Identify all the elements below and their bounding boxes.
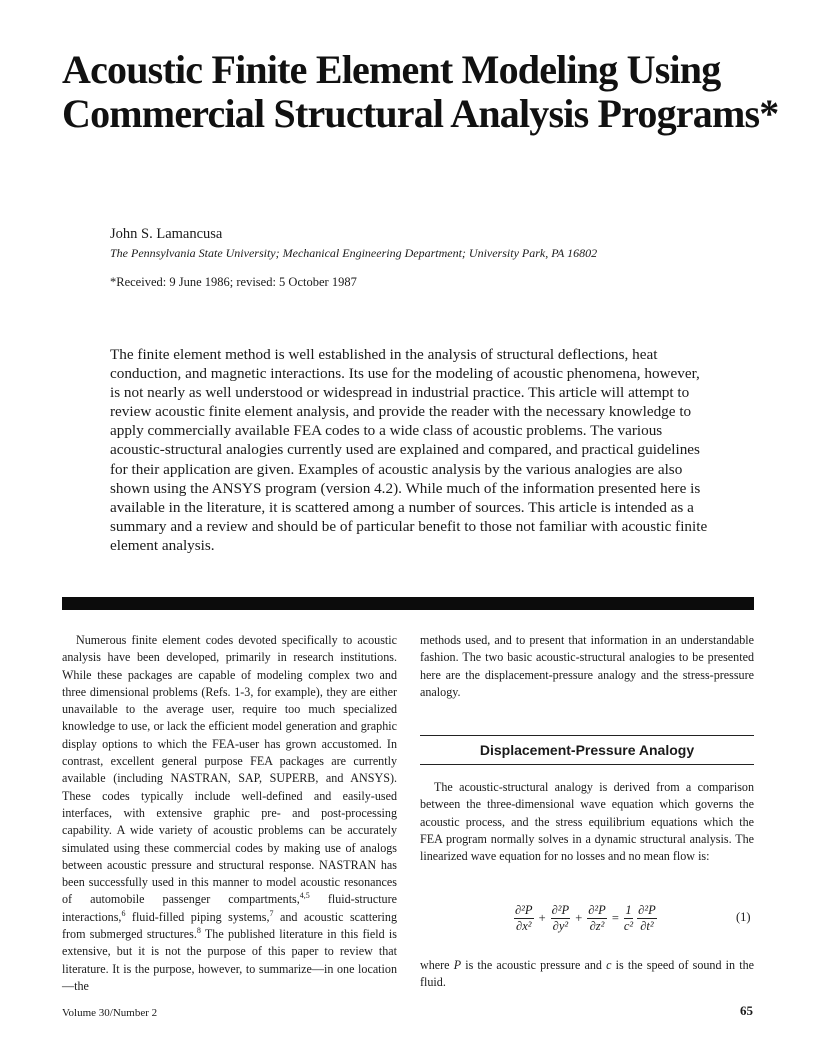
equation-coefficient: $\frac{1}{\text{c²}}$	[623, 902, 634, 933]
equation-term-z: $\frac{\text{∂²P}}{\text{∂z²}}$	[588, 902, 606, 933]
equation-term-t: $\frac{\text{∂²P}}{\text{∂t²}}$	[638, 902, 656, 933]
body-text: Numerous finite element codes devoted specifically to acoustic analysis have been developed, primarily in research institutions. While these packages are capable of modeling complex two and three dimensional problems (Refs. 1-3, for example), they are either unavailable to the average user, require too much specialized knowledge to use, or lack the efficient model generation and graphic display options to which the FEA-user has grown accustomed. In contrast, excellent general purpose FEA packages are currently available (including NASTRAN, SAP, SUPERB, and ANSYS). These codes typically include well-defined and easily-used interfaces, with extensive graphic pre- and post-processing capability. A wide variety of acoustic problems can be accurately simulated using these commercial codes by making use of analogs between acoustic pressure and structural response. NASTRAN has been successfully used in this manner to model acoustic resonances of automobile passenger compartments,	[62, 633, 397, 907]
article-title: Acoustic Finite Element Modeling Using Commercial Structural Analysis Programs*	[62, 47, 779, 136]
journal-volume: Volume 30/Number 2	[62, 1007, 158, 1019]
reference-superscript: 8	[196, 926, 201, 936]
heading-rule-bottom	[420, 764, 754, 765]
reference-superscript: 4,5	[299, 891, 310, 901]
abstract: The finite element method is well established in the analysis of structural deflections, heat conduction, and magnetic interactions. Its use for the modeling of acoustic phenomena, however, is not nearly as well understood or widespread in industrial practice. This article will attempt to review acoustic finite element analysis, and provide the reader with the necessary knowledge to apply commercially available FEA codes to a wide class of acoustic problems. The various acoustic-structural analogies currently used are explained and compared, and practical guidelines for their application are given. Examples of acoustic analysis by the various analogies are also shown using the ANSYS program (version 4.2). While much of the information presented here is available in the literature, it is scattered among a number of sources. This article is intended as a summary and a review and should be of particular benefit to those not familiar with acoustic finite element analysis.	[110, 346, 708, 554]
reference-superscript: 7	[269, 908, 274, 918]
body-text: fluid-filled piping systems,	[125, 909, 270, 924]
equation-term-y: $\frac{\text{∂²P}}{\text{∂y²}}$	[551, 902, 570, 933]
body-column-left	[62, 632, 397, 995]
equation-number: (1)	[736, 910, 751, 924]
body-text: and acoustic scattering from submerged structures.	[62, 909, 397, 942]
post-equation-text: where P is the acoustic pressure and c is the speed of sound in the fluid.	[420, 958, 754, 990]
heading-rule-top	[420, 735, 754, 736]
body-text: The published literature in this field is extensive, but it is not the purpose of this paper to review that literature. It is the purpose, however, to summarize—in one location—the	[62, 927, 397, 993]
wave-equation: $\frac{\text{∂²P}}{\text{∂x²}}$ + $\frac{\text{∂²P}}{\text{∂y²}}$ + $\frac{\text{∂²P}}{\text{∂z²}}$ = $\frac{1}{\text{c²}}$ $\frac{\text{∂²P}}{\text{∂t²}}$	[515, 902, 656, 933]
reference-superscript: 6	[121, 908, 126, 918]
received-date: *Received: 9 June 1986; revised: 5 October 1987	[110, 275, 357, 289]
body-text: fluid-structure interactions,	[62, 892, 398, 924]
page-number: 65	[740, 1003, 753, 1018]
section-divider	[62, 597, 754, 610]
author-affiliation: The Pennsylvania State University; Mechanical Engineering Department; University Park, PA 16802	[110, 246, 598, 260]
section-heading: Displacement-Pressure Analogy	[479, 742, 695, 758]
author-name: John S. Lamancusa	[110, 226, 223, 242]
body-column-right-intro: methods used, and to present that information in an understandable fashion. The two basic acoustic-structural analogies to be presented here are the displacement-pressure analogy and the stress-pressure analogy.	[420, 633, 754, 699]
section-paragraph: The acoustic-structural analogy is derived from a comparison between the three-dimensional wave equation which governs the acoustic process, and the stress equilibrium equations which the FEA program normally solves in a dynamic structural analysis. The linearized wave equation for no losses and no mean flow is:	[420, 780, 754, 864]
equation-term-x: $\frac{\text{∂²P}}{\text{∂x²}}$	[515, 902, 533, 933]
